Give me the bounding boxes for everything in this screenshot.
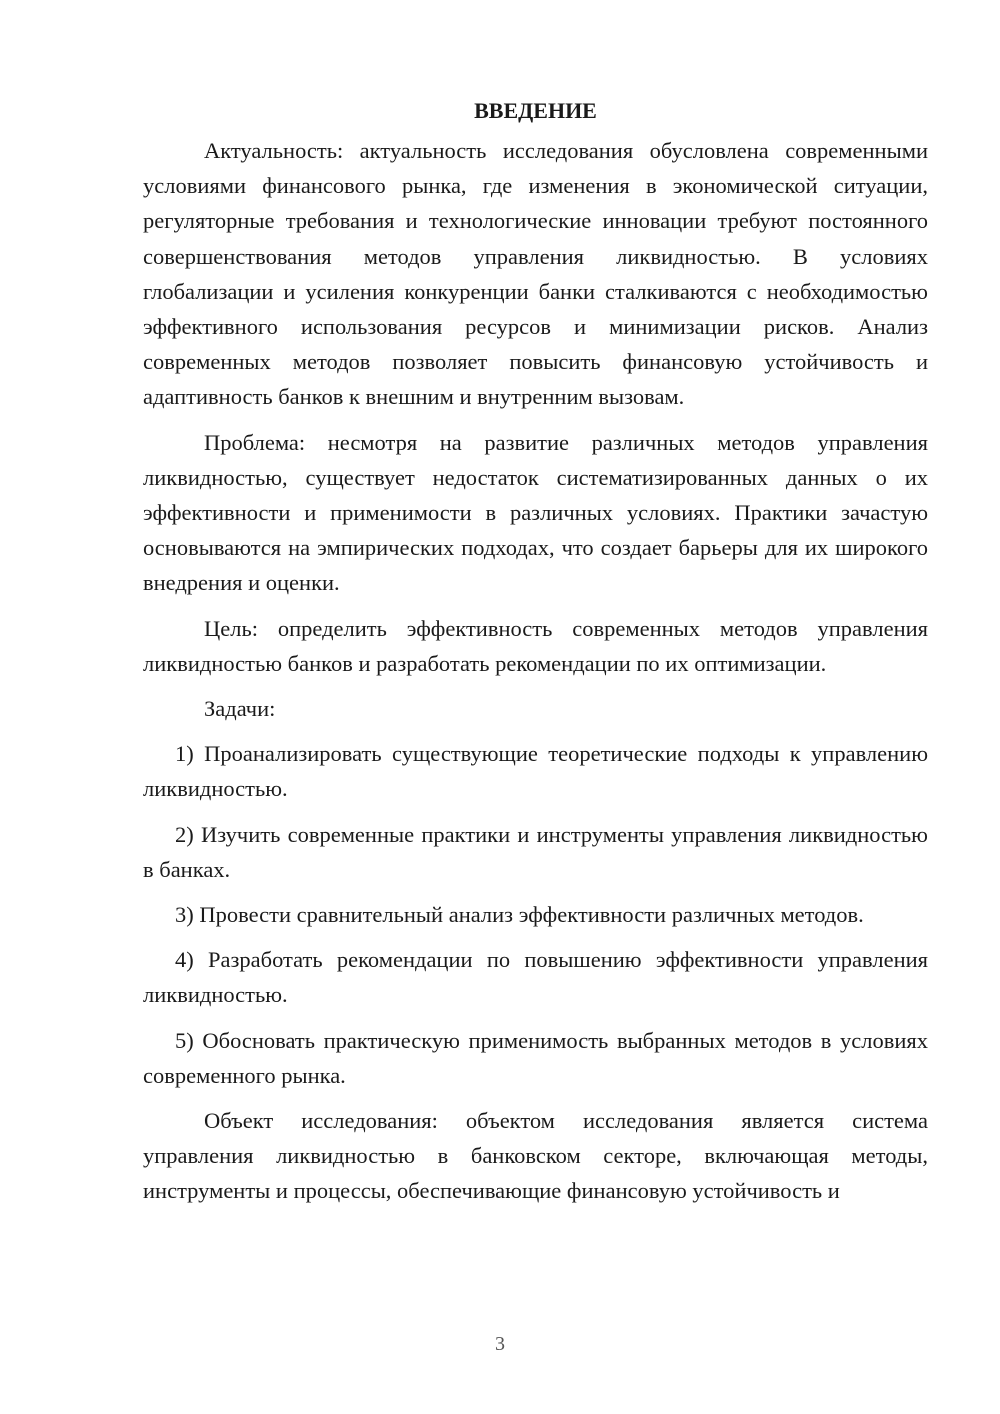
page-number: 3 (495, 1333, 505, 1355)
task-item: 4) Разработать рекомендации по повышению эффективности управления ликвидностью. (143, 947, 928, 1008)
task-item: 2) Изучить современные практики и инструменты управления ликвидностью в банках. (143, 821, 928, 882)
section-title: ВВЕДЕНИЕ (474, 98, 597, 123)
goal-paragraph: Цель: определить эффективность современных методов управления ликвидностью банков и разработать рекомендации по их оптимизации. (143, 615, 928, 676)
task-item: 5) Обосновать практическую применимость выбранных методов в условиях современного рынка. (143, 1027, 928, 1088)
task-item: 1) Проанализировать существующие теоретические подходы к управлению ликвидностью. (143, 741, 928, 802)
problem-paragraph: Проблема: несмотря на развитие различных методов управления ликвидностью, существует недостаток систематизированных данных о их эффективности и применимости в различных условиях. Практики зачастую основываются на эмпирических подходах, что создает барьеры для их широкого внедрения и оценки. (143, 429, 928, 596)
object-paragraph: Объект исследования: объектом исследования является система управления ликвидностью в банковском секторе, включающая методы, инструменты и процессы, обеспечивающие финансовую устойчивость и (143, 1108, 928, 1204)
page-content (143, 93, 928, 1219)
task-item: 3) Провести сравнительный анализ эффективности различных методов. (175, 902, 864, 928)
relevance-paragraph: Актуальность: актуальность исследования обусловлена современными условиями финансового рынка, где изменения в экономической ситуации, регуляторные требования и технологические инновации требуют постоянного совершенствования методов управления ликвидностью. В условиях глобализации и усиления конкуренции банки сталкиваются с необходимостью эффективного использования ресурсов и минимизации рисков. Анализ современных методов позволяет повысить финансовую устойчивость и адаптивность банков к внешним и внутренним вызовам. (143, 138, 928, 410)
tasks-heading: Задачи: (204, 696, 276, 722)
